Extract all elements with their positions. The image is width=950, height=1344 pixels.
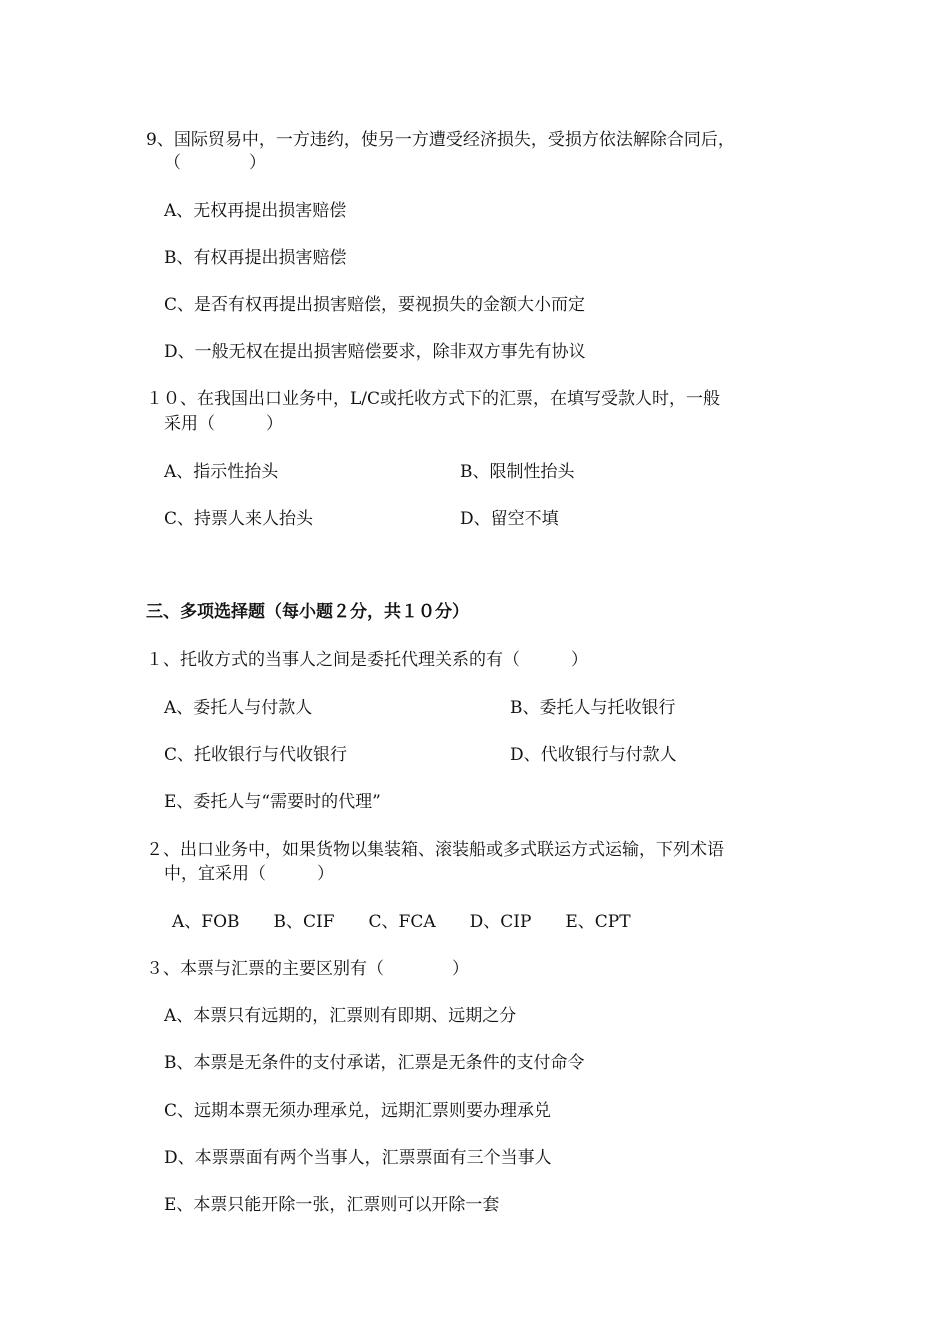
section-heading-multiple-choice: 三、多项选择题（每小题２分，共１０分） [146, 602, 469, 622]
question-10-option-c: C、持票人来人抬头 [164, 509, 314, 529]
mc-question-1-option-d: D、代收银行与付款人 [510, 745, 677, 765]
mc-question-2-options: A、FOB B、CIF C、FCA D、CIP E、CPT [172, 912, 631, 932]
question-9-option-b: B、有权再提出损害赔偿 [164, 248, 347, 268]
question-10-option-b: B、限制性抬头 [460, 462, 575, 482]
question-9-blank: （ ） [164, 153, 266, 173]
question-10-option-d: D、留空不填 [460, 509, 559, 529]
mc-question-3-option-a: A、本票只有远期的，汇票则有即期、远期之分 [164, 1006, 517, 1026]
question-9-option-d: D、一般无权在提出损害赔偿要求，除非双方事先有协议 [164, 342, 586, 362]
question-9-option-c: C、是否有权再提出损害赔偿，要视损失的金额大小而定 [164, 295, 586, 315]
question-10-option-a: A、指示性抬头 [164, 462, 279, 482]
mc-question-2-stem: ２、出口业务中，如果货物以集装箱、滚装船或多式联运方式运输，下列术语 [146, 840, 724, 860]
mc-question-3-option-c: C、远期本票无须办理承兑，远期汇票则要办理承兑 [164, 1101, 552, 1121]
mc-question-3-option-e: E、本票只能开除一张，汇票则可以开除一套 [164, 1195, 500, 1215]
mc-question-2-stem-cont: 中，宜采用（ ） [164, 864, 334, 884]
mc-question-3-option-d: D、本票票面有两个当事人，汇票票面有三个当事人 [164, 1148, 552, 1168]
mc-question-1-option-a: A、委托人与付款人 [164, 698, 313, 718]
question-9-stem: 9、国际贸易中，一方违约，使另一方遭受经济损失，受损方依法解除合同后， [146, 130, 735, 150]
question-9-option-a: A、无权再提出损害赔偿 [164, 201, 347, 221]
mc-question-3-stem: ３、本票与汇票的主要区别有（ ） [146, 959, 469, 979]
mc-question-1-option-c: C、托收银行与代收银行 [164, 745, 348, 765]
question-10-stem-cont: 采用（ ） [164, 414, 283, 434]
mc-question-1-option-e: E、委托人与“需要时的代理” [164, 792, 381, 812]
mc-question-1-option-b: B、委托人与托收银行 [510, 698, 676, 718]
question-10-stem: １０、在我国出口业务中，L/C或托收方式下的汇票，在填写受款人时，一般 [146, 389, 721, 409]
mc-question-3-option-b: B、本票是无条件的支付承诺，汇票是无条件的支付命令 [164, 1053, 585, 1073]
mc-question-1-stem: １、托收方式的当事人之间是委托代理关系的有（ ） [146, 650, 588, 670]
